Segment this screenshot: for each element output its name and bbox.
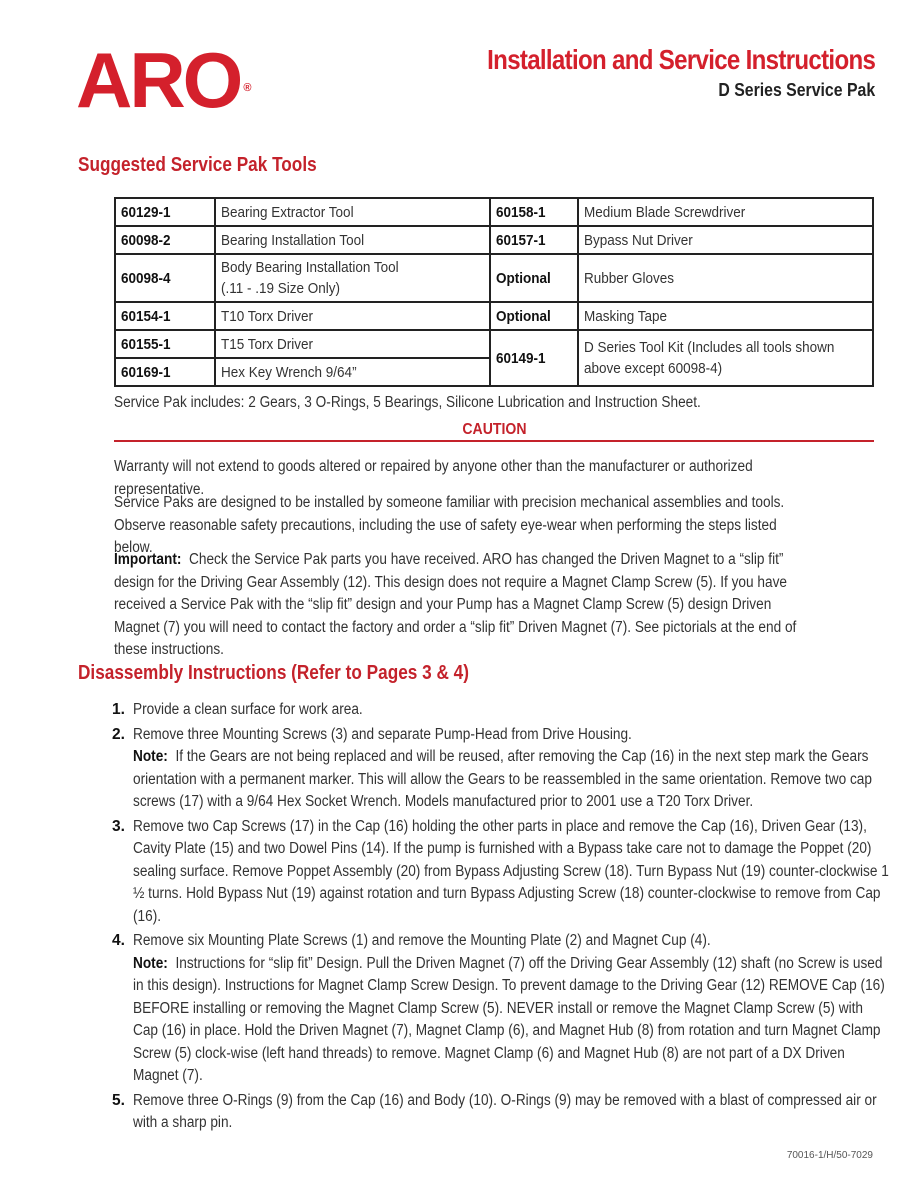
tool-description: Bearing Extractor Tool bbox=[221, 203, 354, 221]
caution-label bbox=[114, 421, 874, 439]
part-number: Optional bbox=[496, 269, 551, 287]
list-item bbox=[112, 816, 889, 929]
table-row bbox=[115, 330, 873, 358]
warranty-text: Warranty will not extend to goods altered or repaired by anyone other than the manufacturer or authorized representative. bbox=[114, 458, 753, 498]
table-row bbox=[115, 198, 873, 226]
tool-description-line2: above except 60098-4) bbox=[584, 360, 723, 377]
important-label: Important: bbox=[114, 551, 182, 568]
document-code: 70016-1/H/50-7029 bbox=[786, 1150, 873, 1161]
page-subtitle: D Series Service Pak bbox=[718, 80, 875, 100]
tool-description: Bearing Installation Tool bbox=[221, 231, 365, 249]
step-number: 4. bbox=[112, 932, 125, 949]
tool-description: Hex Key Wrench 9/64” bbox=[221, 363, 357, 381]
list-item bbox=[112, 1090, 877, 1135]
part-number: 60129-1 bbox=[121, 203, 171, 221]
aro-logo bbox=[76, 36, 252, 124]
part-number: 60169-1 bbox=[121, 363, 171, 381]
step-text: Remove three Mounting Screws (3) and separate Pump-Head from Drive Housing. bbox=[133, 725, 632, 743]
tool-description: Bypass Nut Driver bbox=[584, 231, 693, 249]
list-item bbox=[112, 724, 872, 814]
disassembly-steps bbox=[112, 699, 889, 1137]
table-row bbox=[115, 254, 873, 302]
table-row bbox=[115, 226, 873, 254]
part-number: 60098-2 bbox=[121, 231, 171, 249]
note-text: Instructions for “slip fit” Design. Pull the Driven Magnet (7) off the Driving Gear Assembly (12) shaft (no Screw is used in this design). Instructions for Magnet Clamp Screw Design. To prevent damage to the Driving Gear (12) REMOVE Cap (16) BEFORE installing or removing the Magnet Clamp Screw (5). NEVER install or remove the Magnet Clamp Screw (5) with Cap (16) in place. Hold the Driven Magnet (7), Magnet Clamp (6), and Magnet Hub (8) from rotation and turn Magnet Clamp Screw (5) clock-wise (left hand threads) to remove. Magnet Clamp (6) and Magnet Hub (8) are not part of a DX Driven Magnet (7). bbox=[133, 954, 885, 1084]
part-number: 60158-1 bbox=[496, 203, 546, 221]
designed-text: Service Paks are designed to be installed by someone familiar with precision mechanical assemblies and tools. Observe reasonable safety precautions, including the use of safety eye-wear when performing the steps listed below. bbox=[114, 494, 785, 556]
part-number: 60157-1 bbox=[496, 231, 546, 249]
tool-description: T10 Torx Driver bbox=[221, 307, 314, 325]
table-row bbox=[115, 302, 873, 330]
tool-description: Rubber Gloves bbox=[584, 269, 675, 287]
disassembly-heading: Disassembly Instructions (Refer to Pages 3 & 4) bbox=[78, 662, 469, 684]
part-number: 60098-4 bbox=[121, 269, 171, 287]
step-number: 1. bbox=[112, 701, 125, 718]
tool-description: Body Bearing Installation Tool bbox=[221, 259, 399, 276]
list-item bbox=[112, 699, 872, 722]
registered-mark: ® bbox=[243, 82, 252, 94]
list-item bbox=[112, 930, 885, 1088]
part-number: 60149-1 bbox=[496, 349, 546, 367]
step-text: Provide a clean surface for work area. bbox=[133, 701, 363, 718]
note-label: Note: bbox=[133, 748, 168, 765]
tools-heading: Suggested Service Pak Tools bbox=[78, 154, 317, 176]
step-text: Remove six Mounting Plate Screws (1) and remove the Mounting Plate (2) and Magnet Cup (4). bbox=[133, 932, 711, 949]
step-number: 3. bbox=[112, 817, 125, 835]
part-number: 60154-1 bbox=[121, 307, 171, 325]
note-text: If the Gears are not being replaced and will be reused, after removing the Cap (16) in the next step mark the Gears orientation with a permanent marker. This will allow the Gears to be reassembled in the same orientation. Remove two cap screws (17) with a 9/64 Hex Socket Wrench. Models manufactured prior to 2001 use a T20 Torx Driver. bbox=[133, 748, 872, 810]
tool-description: Medium Blade Screwdriver bbox=[584, 203, 746, 221]
page-title: Installation and Service Instructions bbox=[486, 44, 875, 75]
tools-table bbox=[114, 197, 874, 387]
tool-description-line2: (.11 - .19 Size Only) bbox=[221, 280, 341, 297]
note-label: Note: bbox=[133, 954, 168, 972]
step-text: Remove three O-Rings (9) from the Cap (16) and Body (10). O-Rings (9) may be removed with a blast of compressed air or with a sharp pin. bbox=[133, 1091, 877, 1131]
tool-description: T15 Torx Driver bbox=[221, 335, 314, 353]
caution-label-text: CAUTION bbox=[461, 421, 527, 438]
important-text: Check the Service Pak parts you have received. ARO has changed the Driven Magnet to a “slip fit” design for the Driving Gear Assembly (12). This design does not require a Magnet Clamp Screw (5). If you have received a Service Pak with the “slip fit” design and your Pump has a Magnet Clamp Screw (5) design Driven Magnet (7) you will need to contact the factory and order a “slip fit” Driven Magnet (7). See pictorials at the end of these instructions. bbox=[114, 551, 797, 658]
important-paragraph bbox=[114, 549, 818, 662]
part-number: 60155-1 bbox=[121, 335, 171, 353]
tool-description: D Series Tool Kit (Includes all tools shown bbox=[584, 339, 835, 356]
logo-text: ARO bbox=[76, 36, 241, 124]
step-number: 2. bbox=[112, 725, 125, 743]
part-number: Optional bbox=[496, 307, 551, 325]
tool-description: Masking Tape bbox=[584, 307, 668, 325]
step-number: 5. bbox=[112, 1091, 125, 1109]
caution-divider bbox=[114, 440, 874, 442]
step-text: Remove two Cap Screws (17) in the Cap (16) holding the other parts in place and remove the Cap (16), Driven Gear (13), Cavity Plate (15) and two Dowel Pins (14). If the pump is furnished with a Bypass take care not to damage the Poppet (20) sealing surface. Remove Poppet Assembly (20) from Bypass Adjusting Screw (18). Turn Bypass Nut (19) counter-clockwise 1 ½ turns. Hold Bypass Nut (19) against rotation and turn Bypass Adjusting Screw (18) counter-clockwise to remove from Cap (16). bbox=[133, 817, 889, 925]
includes-text: Service Pak includes: 2 Gears, 3 O-Rings, 5 Bearings, Silicone Lubrication and Instruction Sheet. bbox=[114, 394, 701, 411]
